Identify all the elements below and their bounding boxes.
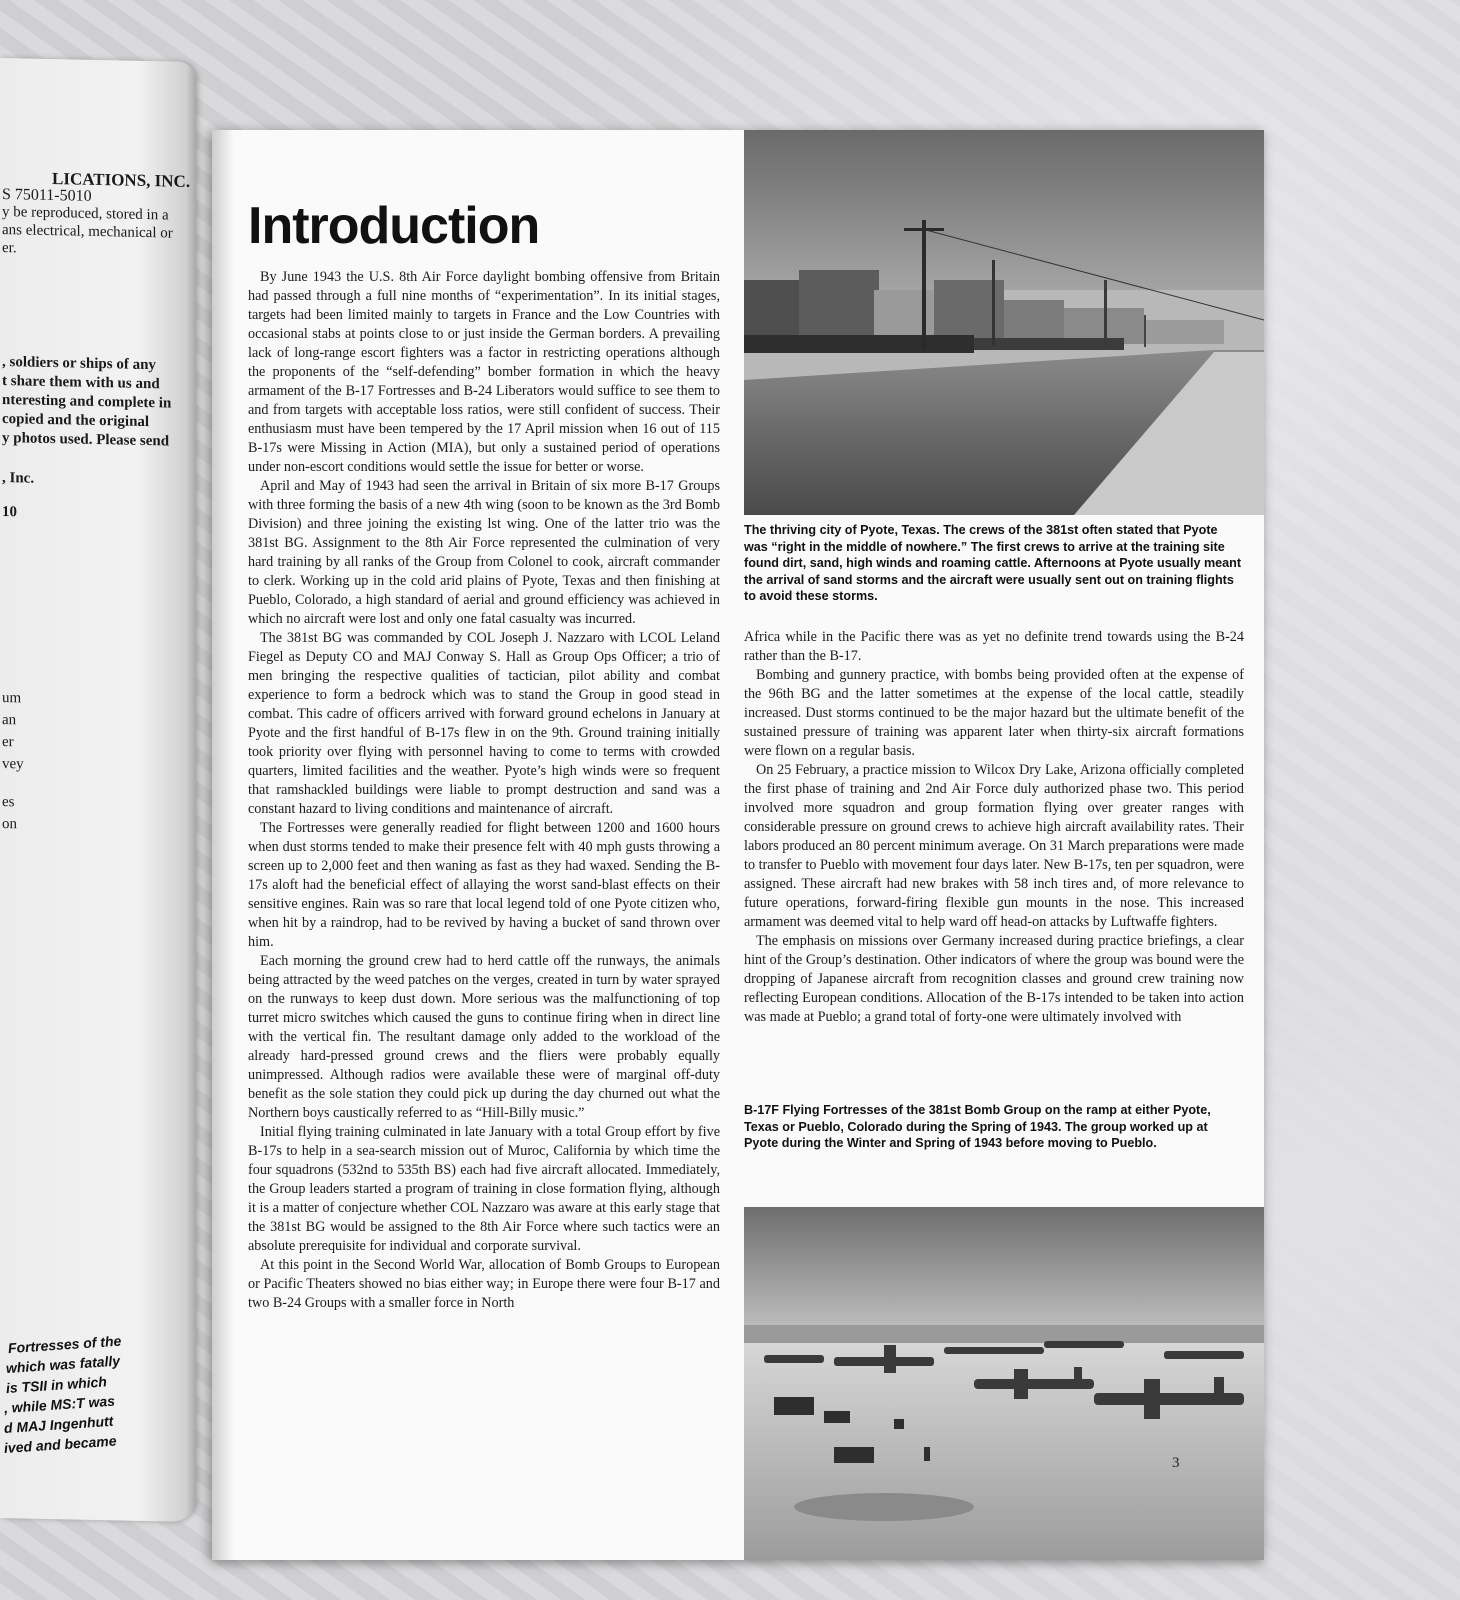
body-paragraph: Initial flying training culminated in late January with a total Group effort by five B-17s to help in a sea-search mission out of Muroc, California by which time the four squadrons (532nd to 535th BS) each had five aircraft allocated. Immediately, the Group leaders started a program of training in close formation flying, although it is a matter of conjecture whether COL Nazzaro was aware at this early stage that the 381st BG would be assigned to the 8th Air Force where such tactics were an absolute prerequisite for individual and corporate survival. [248, 1124, 720, 1254]
photo-caption-top: The thriving city of Pyote, Texas. The crews of the 381st often stated that Pyote was “right in the middle of nowhere.” The first crews to arrive at the training site found dirt, sand, high winds and roaming cattle. Afternoons at Pyote usually meant the arrival of sand storms and the aircraft were usually sent out on training flights to avoid these storms. [744, 523, 1242, 603]
facing-page-line: 10 [2, 503, 17, 521]
photo-caption-bottom: B-17F Flying Fortresses of the 381st Bomb Group on the ramp at either Pyote, Texas or Pueblo, Colorado during the Spring of 1943. The group worked up at Pyote during the Winter and Spring of 1943 before moving to Pueblo. [744, 1103, 1211, 1150]
facing-page-line: , Inc. [2, 469, 35, 487]
page-title: Introduction [248, 197, 540, 255]
facing-page-line: LICATIONS, INC. [52, 169, 191, 191]
body-paragraph: The 381st BG was commanded by COL Joseph J. Nazzaro with LCOL Leland Fiegel as Deputy CO and MAJ Conway S. Hall as Group Ops Officer; a trio of men bringing the respective qualities of tactician, pilot ability and combat experience to form a bedrock which was to stand the Group in good stead in combat. This cadre of officers arrived with forward ground echelons in January at Pyote and the first handful of B-17s flew in on the 9th. Ground training initially took priority over flying with personnel having to come to terms with crowded quarters, limited facilities and the weather. Pyote’s high winds were so frequent that ramshackled buildings were liable to prompt destruction and sand was a constant hazard to living conditions and maintenance of aircraft. [248, 630, 720, 817]
facing-page-line: vey [2, 755, 24, 773]
body-paragraph: On 25 February, a practice mission to Wilcox Dry Lake, Arizona officially completed the first phase of training and 2nd Air Force duly authorized phase two. This period involved more squadron and group formation flying over greater ranges with considerable pressure on ground crews to achieve high aircraft availability rates. Their labors produced an 80 percent minimum average. On 31 March preparations were made to transfer to Pueblo with movement four days later. New B-17s, ten per squadron, were assigned. These aircraft had new brakes with 58 inch tires and, of more relevance to future operations, forward-firing flexible gun mounts in the nose. This increased armament was deemed vital to help ward off head-on attacks by Luftwaffe fighters. [744, 762, 1244, 930]
facing-page-caption-line: is TSII in which [5, 1373, 108, 1397]
book-page [212, 130, 1264, 1560]
body-paragraph: At this point in the Second World War, allocation of Bomb Groups to European or Pacific Theaters showed no bias either way; in Europe there were four B-17 and two B-24 Groups with a smaller force in North [248, 1257, 720, 1311]
facing-page-line: on [2, 815, 17, 833]
body-paragraph: Africa while in the Pacific there was as yet no definite trend towards using the B-24 rather than the B-17. [744, 629, 1244, 664]
facing-page-line: an [2, 711, 17, 729]
body-paragraph: Each morning the ground crew had to herd cattle off the runways, the animals being attracted by the weed patches on the verges, created in turn by water sprayed on the runways to keep dust down. More serious was the malfunctioning of top turret micro switches which caused the guns to continue firing when in direct line with the vertical fin. The resultant damage only added to the workload of the already hard-pressed ground crews and the fliers were probably equally unimpressed. Although radios were available these were of marginal off-duty benefit as the sole station they could pick up during the day churned out what the Northern boys caustically referred to as “Hill-Billy music.” [248, 953, 720, 1121]
facing-page-caption-line: , while MS:T was [3, 1392, 116, 1417]
facing-page-left [0, 58, 196, 1522]
facing-page-caption-line: which was fatally [5, 1352, 121, 1377]
page-number: 3 [1172, 1455, 1180, 1471]
right-text-column [744, 628, 1244, 1027]
facing-page-line: y photos used. Please send [2, 429, 170, 450]
facing-page-caption-line: d MAJ Ingenhutt [3, 1412, 114, 1437]
facing-page-line: um [2, 689, 22, 707]
facing-page-line: t share them with us and [2, 372, 160, 393]
body-paragraph: By June 1943 the U.S. 8th Air Force daylight bombing offensive from Britain had passed through a full nine months of “experimentation”. In its initial stages, targets had been limited mainly to targets in France and the Low Countries with occasional stabs at points close to or just inside the German borders. A prevailing lack of long-range escort fighters was a factor in restricting operations although the proponents of the “self-defending” bomber formation in which the heavy armament of the B-17 Fortresses and B-24 Liberators would suffice to see them to and from targets with acceptable loss ratios, were still confident of success. Their enthusiasm must have been tempered by the 17 April mission when 16 out of 115 B-17s were Missing in Action (MIA), but only a sustained period of operations under non-escort conditions would settle the issue for better or worse. [248, 269, 720, 475]
facing-page-caption-line: ived and became [3, 1432, 118, 1457]
facing-page-line: y be reproduced, stored in a [2, 203, 169, 224]
body-paragraph: The emphasis on missions over Germany increased during practice briefings, a clear hint of the Group’s destination. Other indicators of where the group was bound were the dropping of Japanese aircraft from recognition classes and ground crew training now reflecting European conditions. Allocation of the B-17s intended to be taken into action was made at Pueblo; a grand total of forty-one were ultimately involved with [744, 933, 1244, 1025]
body-paragraph: April and May of 1943 had seen the arrival in Britain of six more B-17 Groups with three forming the basis of a new 4th wing (soon to be known as the 3rd Bomb Division) and three joining the existing lst wing. One of the latter trio was the 381st BG. Assignment to the 8th Air Force represented the culmination of very hard training by all ranks of the Group from Colonel to cook, aircraft commander to clerk. Working up in the cold arid plains of Pyote, Texas and then finishing at Pueblo, Colorado, a high standard of aerial and ground efficiency was achieved in which no aircraft were lost and only one fatal casualty was incurred. [248, 478, 720, 627]
facing-page-line: S 75011-5010 [2, 185, 92, 205]
facing-page-line: nteresting and complete in [2, 391, 172, 412]
page-gutter-shadow [212, 130, 234, 1560]
facing-page-line: er. [2, 239, 17, 257]
pyote-street-photo [744, 130, 1264, 515]
facing-page-caption-line: Fortresses of the [7, 1332, 122, 1357]
body-paragraph: Bombing and gunnery practice, with bombs being provided often at the expense of the 96th BG and the latter sometimes at the expense of the local cattle, steadily increased. Dust storms continued to be the major hazard but the ultimate benefit of the sustained pressure of training was apparent later when thirty-six aircraft formations were flown on a regular basis. [744, 667, 1244, 759]
left-text-column [248, 268, 720, 1313]
facing-page-line: , soldiers or ships of any [2, 353, 156, 374]
b17-ramp-photo [744, 1207, 1264, 1560]
facing-page-line: es [2, 793, 15, 811]
facing-page-line: copied and the original [2, 410, 150, 431]
facing-page-line: er [2, 733, 14, 751]
body-paragraph: The Fortresses were generally readied for flight between 1200 and 1600 hours when dust storms tended to make their presence felt with 40 mph gusts throwing a screen up to 2,000 feet and then waning as fast as they had waxed. Sending the B-17s aloft had the beneficial effect of allaying the worst sand-blast effects on their sensitive engines. Rain was so rare that local legend told of one Pyote citizen who, when hit by a raindrop, had to be revived by having a bucket of sand thrown over him. [248, 820, 720, 950]
facing-page-line: ans electrical, mechanical or [2, 221, 173, 242]
